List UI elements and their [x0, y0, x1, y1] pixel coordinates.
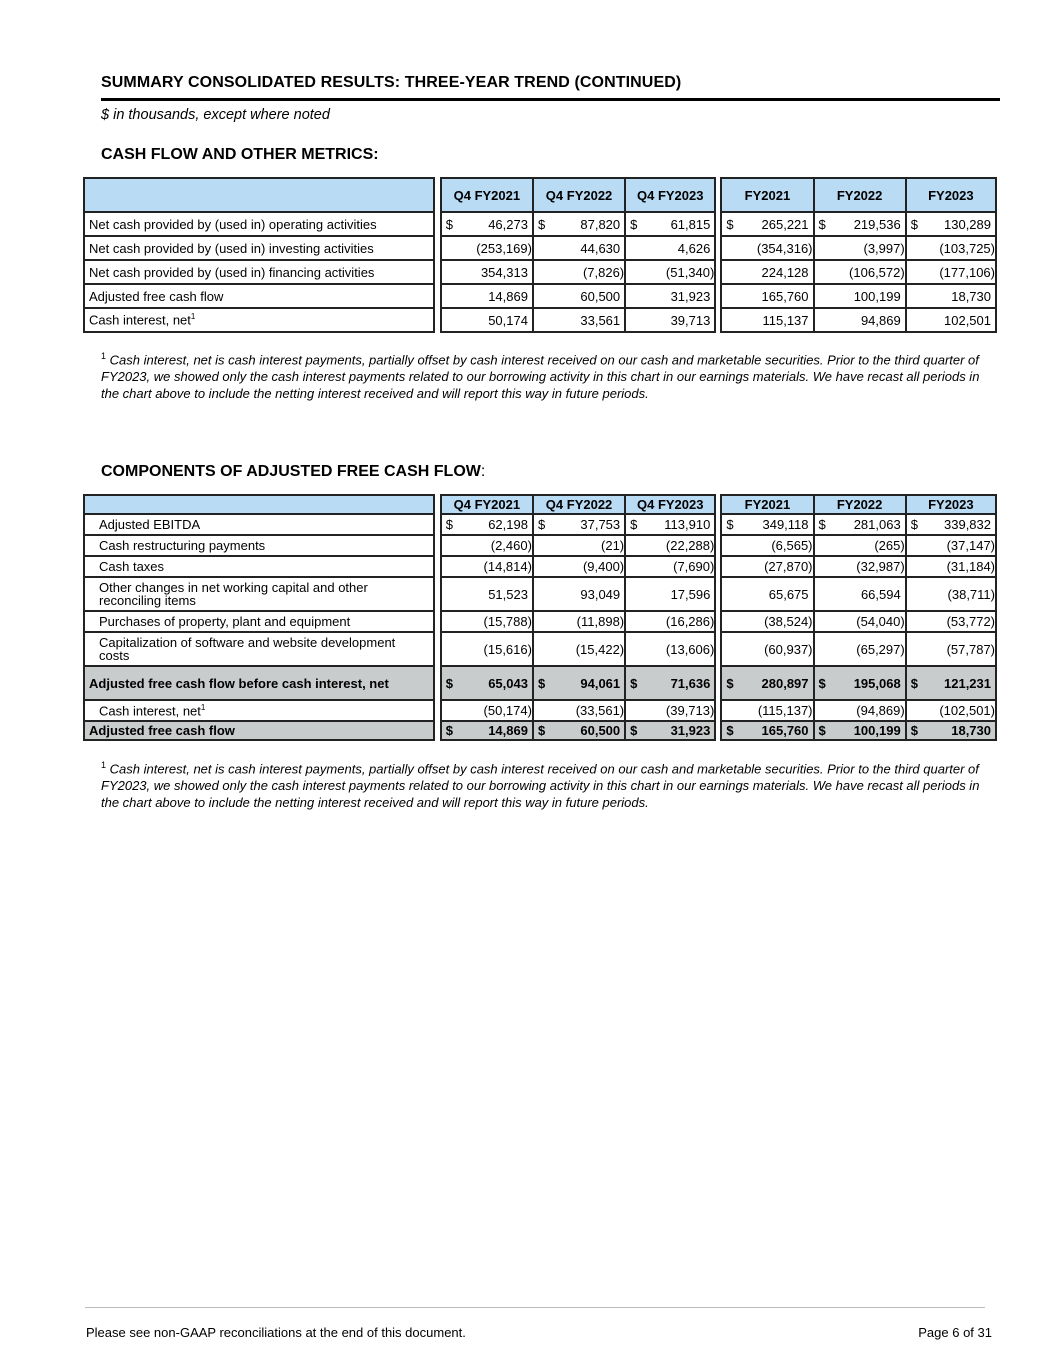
currency-symbol: $: [445, 675, 453, 691]
footnote-ref: 1: [200, 702, 206, 712]
cell-value: 61,815: [670, 216, 711, 232]
fcf-components-title-text: COMPONENTS OF ADJUSTED FREE CASH FLOW: [101, 463, 481, 480]
value-cell: [813, 515, 905, 536]
value-cell: [624, 667, 716, 701]
table-row: [83, 633, 997, 667]
value-cell: [905, 557, 997, 578]
currency-symbol: $: [910, 216, 918, 232]
value-cell: [813, 667, 905, 701]
value-cell: [624, 536, 716, 557]
value-cell: [440, 722, 532, 741]
value-cell: [440, 701, 532, 722]
value-cell: [905, 633, 997, 667]
footnote-marker: 1: [101, 351, 107, 361]
value-cell: [813, 701, 905, 722]
cell-value: 224,128: [761, 264, 809, 280]
value-cell: [905, 722, 997, 741]
table-row: [83, 261, 997, 285]
cell-value: 165,760: [761, 723, 809, 738]
cell-value: 93,049: [580, 586, 621, 602]
footnote-ref: 1: [190, 312, 196, 322]
cell-value: (15,616): [483, 641, 532, 657]
value-cell: [813, 722, 905, 741]
value-cell: [905, 285, 997, 309]
value-cell: [720, 237, 812, 261]
row-label: [83, 701, 435, 722]
cell-value: 31,923: [670, 723, 711, 738]
value-cell: [532, 612, 624, 633]
cash-flow-metrics-table: [83, 177, 997, 333]
cell-value: (65,297): [856, 641, 905, 657]
currency-symbol: $: [818, 675, 826, 691]
cell-value: (265): [874, 538, 905, 553]
cell-value: (54,040): [856, 614, 905, 629]
value-cell: [813, 309, 905, 333]
value-cell: [624, 722, 716, 741]
currency-symbol: $: [445, 517, 453, 532]
row-label-text: Net cash provided by (used in) investing activities: [89, 240, 374, 256]
row-label: [83, 557, 435, 578]
value-cell: [813, 633, 905, 667]
cell-value: (53,772): [946, 614, 995, 629]
cell-value: 17,596: [670, 586, 711, 602]
cell-value: (6,565): [771, 538, 813, 553]
cell-value: (103,725): [939, 240, 995, 256]
header-label-cell: [83, 177, 435, 213]
value-cell: [532, 557, 624, 578]
value-cell: [905, 578, 997, 612]
cell-value: 115,137: [762, 312, 809, 328]
row-label-text: Cash restructuring payments: [99, 538, 266, 553]
column-header: FY2021: [720, 494, 812, 515]
currency-symbol: $: [818, 723, 826, 738]
cell-value: (3,997): [863, 240, 905, 256]
cell-value: (15,422): [575, 641, 625, 657]
cell-value: (177,106): [939, 264, 995, 280]
value-cell: [440, 536, 532, 557]
value-cell: [905, 536, 997, 557]
currency-symbol: $: [910, 675, 918, 691]
column-header: FY2022: [813, 177, 905, 213]
cell-value: (38,524): [764, 614, 813, 629]
cash-flow-section-title: CASH FLOW AND OTHER METRICS:: [101, 146, 379, 163]
currency-symbol: $: [910, 517, 918, 532]
cell-value: (253,169): [476, 240, 532, 256]
currency-symbol: $: [726, 675, 734, 691]
value-cell: [532, 515, 624, 536]
page-title: SUMMARY CONSOLIDATED RESULTS: THREE-YEAR TREND (CONTINUED): [101, 74, 682, 91]
header-label-cell: [83, 494, 435, 515]
value-cell: [905, 612, 997, 633]
cell-value: (50,174): [483, 703, 532, 718]
cell-value: (102,501): [939, 703, 995, 718]
row-label: [83, 667, 435, 701]
column-header: Q4 FY2023: [624, 177, 716, 213]
currency-symbol: $: [818, 517, 826, 532]
value-cell: [624, 237, 716, 261]
footnote-marker: 1: [101, 760, 107, 770]
table-row: [83, 557, 997, 578]
table-row: [83, 722, 997, 741]
column-header: Q4 FY2023: [624, 494, 716, 515]
table-row: [83, 309, 997, 333]
value-cell: [532, 285, 624, 309]
cell-value: 14,869: [488, 288, 528, 304]
cell-value: 60,500: [580, 723, 621, 738]
value-cell: [440, 285, 532, 309]
cell-value: 265,221: [761, 216, 809, 232]
currency-symbol: $: [445, 723, 453, 738]
cell-value: 113,910: [664, 517, 711, 532]
row-label: [83, 722, 435, 741]
fcf-components-title-colon: :: [480, 463, 486, 480]
currency-symbol: $: [726, 517, 734, 532]
column-header: Q4 FY2022: [532, 177, 624, 213]
table-row: [83, 667, 997, 701]
cell-value: 349,118: [762, 517, 809, 532]
row-label: [83, 536, 435, 557]
value-cell: [532, 536, 624, 557]
table-row: [83, 515, 997, 536]
cell-value: 39,713: [670, 312, 711, 328]
cell-value: (2,460): [490, 538, 532, 553]
column-header: Q4 FY2021: [440, 177, 532, 213]
table-row: [83, 285, 997, 309]
cell-value: 18,730: [951, 723, 991, 738]
row-label-text: Adjusted EBITDA: [99, 517, 201, 532]
column-header: Q4 FY2022: [532, 494, 624, 515]
cell-value: (21): [601, 538, 625, 553]
cell-value: 51,523: [488, 586, 528, 602]
cell-value: 60,500: [580, 288, 621, 304]
table-row: [83, 701, 997, 722]
table-row: [83, 578, 997, 612]
value-cell: [813, 578, 905, 612]
value-cell: [440, 261, 532, 285]
row-label-text: Net cash provided by (used in) financing activities: [89, 264, 375, 280]
column-header: FY2023: [905, 494, 997, 515]
cell-value: 87,820: [580, 216, 621, 232]
currency-symbol: $: [537, 517, 546, 532]
row-label-text: Cash interest, net: [99, 703, 201, 719]
column-header: FY2023: [905, 177, 997, 213]
cell-value: (37,147): [946, 538, 995, 553]
row-label: [83, 237, 435, 261]
value-cell: [532, 261, 624, 285]
cell-value: (57,787): [946, 641, 995, 657]
cell-value: (11,898): [576, 614, 625, 629]
currency-symbol: $: [818, 216, 826, 232]
table-row: [83, 536, 997, 557]
value-cell: [440, 633, 532, 667]
row-label: [83, 261, 435, 285]
currency-symbol: $: [537, 723, 546, 738]
cell-value: 102,501: [944, 312, 991, 328]
value-cell: [624, 309, 716, 333]
value-cell: [624, 701, 716, 722]
cell-value: 100,199: [853, 288, 901, 304]
units-note: $ in thousands, except where noted: [101, 107, 330, 123]
value-cell: [813, 285, 905, 309]
cell-value: 339,832: [944, 517, 991, 532]
row-label: [83, 309, 435, 333]
cell-value: 65,675: [768, 586, 809, 602]
value-cell: [624, 578, 716, 612]
row-label-text: Other changes in net working capital and other reconciling items: [99, 580, 368, 608]
value-cell: [720, 557, 812, 578]
column-header: Q4 FY2021: [440, 494, 532, 515]
cell-value: (31,184): [946, 559, 995, 574]
value-cell: [720, 515, 812, 536]
cell-value: (39,713): [665, 703, 715, 718]
currency-symbol: $: [726, 723, 734, 738]
row-label: [83, 578, 435, 612]
currency-symbol: $: [445, 216, 453, 232]
cell-value: (60,937): [764, 641, 813, 657]
row-label-text: Adjusted free cash flow before cash interest, net: [89, 675, 389, 691]
value-cell: [905, 213, 997, 237]
row-label: [83, 285, 435, 309]
cell-value: 4,626: [677, 240, 711, 256]
row-label-text: Adjusted free cash flow: [89, 288, 224, 304]
cell-value: (33,561): [575, 703, 625, 718]
row-label: [83, 612, 435, 633]
row-label-text: Net cash provided by (used in) operating activities: [89, 216, 377, 232]
row-label: [83, 515, 435, 536]
value-cell: [905, 667, 997, 701]
fcf-footnote: [101, 757, 981, 811]
footnote-text: Cash interest, net is cash interest payments, partially offset by cash interest received on our cash and marketable securities. Prior to the third quarter of FY2023, we showed only the cash interest payments related to our borrowing activity in this chart in our earnings materials. We have recast all periods in the chart above to include the netting interest received and will report this way in future periods.: [101, 761, 980, 811]
cell-value: 94,869: [860, 312, 901, 328]
row-label-text: Purchases of property, plant and equipment: [99, 614, 351, 629]
table-row: [83, 213, 997, 237]
cell-value: 165,760: [761, 288, 809, 304]
value-cell: [624, 261, 716, 285]
currency-symbol: $: [537, 216, 546, 232]
value-cell: [905, 515, 997, 536]
currency-symbol: $: [910, 723, 918, 738]
value-cell: [624, 633, 716, 667]
value-cell: [720, 667, 812, 701]
value-cell: [532, 213, 624, 237]
cell-value: 280,897: [761, 675, 809, 691]
cell-value: (7,826): [582, 264, 625, 280]
value-cell: [720, 261, 812, 285]
cell-value: (38,711): [947, 586, 995, 602]
cell-value: 354,313: [480, 264, 528, 280]
cell-value: 130,289: [944, 216, 991, 232]
row-label: [83, 213, 435, 237]
cell-value: (14,814): [483, 559, 532, 574]
cell-value: (7,690): [673, 559, 715, 574]
value-cell: [532, 722, 624, 741]
cell-value: (22,288): [665, 538, 715, 553]
cell-value: 65,043: [488, 675, 528, 691]
column-header: FY2022: [813, 494, 905, 515]
value-cell: [624, 213, 716, 237]
footnote-text: Cash interest, net is cash interest payments, partially offset by cash interest received on our cash and marketable securities. Prior to the third quarter of FY2023, we showed only the cash interest payments related to our borrowing activity in this chart in our earnings materials. We have recast all periods in the chart above to include the netting interest received and will report this way in future periods.: [101, 352, 980, 402]
value-cell: [532, 701, 624, 722]
table-header-row: [83, 494, 997, 515]
cell-value: (15,788): [483, 614, 532, 629]
currency-symbol: $: [630, 216, 638, 232]
cell-value: (13,606): [665, 641, 715, 657]
title-rule: [101, 98, 1000, 101]
value-cell: [440, 309, 532, 333]
currency-symbol: $: [630, 675, 638, 691]
value-cell: [813, 536, 905, 557]
value-cell: [720, 578, 812, 612]
value-cell: [624, 612, 716, 633]
value-cell: [440, 612, 532, 633]
value-cell: [905, 237, 997, 261]
value-cell: [813, 261, 905, 285]
cell-value: (94,869): [856, 703, 905, 718]
value-cell: [532, 578, 624, 612]
cell-value: 100,199: [853, 723, 901, 738]
currency-symbol: $: [630, 723, 638, 738]
value-cell: [532, 309, 624, 333]
table-header-row: [83, 177, 997, 213]
value-cell: [440, 213, 532, 237]
cell-value: 121,231: [944, 675, 991, 691]
footer-note: Please see non-GAAP reconciliations at the end of this document.: [86, 1325, 466, 1340]
value-cell: [905, 309, 997, 333]
value-cell: [532, 667, 624, 701]
value-cell: [905, 701, 997, 722]
value-cell: [813, 612, 905, 633]
value-cell: [532, 237, 624, 261]
row-label: [83, 633, 435, 667]
value-cell: [532, 633, 624, 667]
currency-symbol: $: [537, 675, 546, 691]
cell-value: 219,536: [853, 216, 901, 232]
value-cell: [440, 557, 532, 578]
cell-value: 37,753: [580, 517, 621, 532]
cell-value: 71,636: [670, 675, 711, 691]
value-cell: [720, 536, 812, 557]
value-cell: [440, 667, 532, 701]
value-cell: [440, 515, 532, 536]
currency-symbol: $: [726, 216, 734, 232]
cell-value: 50,174: [488, 312, 528, 328]
currency-symbol: $: [630, 517, 638, 532]
footer-rule: [85, 1307, 985, 1308]
fcf-components-table: [83, 494, 997, 741]
row-label-text: Capitalization of software and website development costs: [99, 635, 396, 663]
page-number: Page 6 of 31: [918, 1325, 992, 1340]
cell-value: 46,273: [488, 216, 528, 232]
cash-flow-footnote: [101, 348, 981, 402]
value-cell: [440, 237, 532, 261]
value-cell: [440, 578, 532, 612]
value-cell: [624, 557, 716, 578]
cell-value: 195,068: [853, 675, 901, 691]
value-cell: [720, 701, 812, 722]
value-cell: [813, 557, 905, 578]
value-cell: [720, 309, 812, 333]
cell-value: 14,869: [488, 723, 528, 738]
row-label-text: Adjusted free cash flow: [89, 723, 235, 738]
cell-value: 18,730: [951, 288, 991, 304]
value-cell: [720, 213, 812, 237]
value-cell: [720, 633, 812, 667]
cell-value: 31,923: [670, 288, 711, 304]
cell-value: (354,316): [756, 240, 813, 256]
cell-value: (27,870): [764, 559, 813, 574]
cell-value: (32,987): [856, 559, 905, 574]
cell-value: 33,561: [580, 312, 621, 328]
cell-value: 62,198: [488, 517, 528, 532]
column-header: FY2021: [720, 177, 812, 213]
cell-value: 66,594: [860, 586, 901, 602]
cell-value: (16,286): [665, 614, 715, 629]
table-row: [83, 237, 997, 261]
value-cell: [813, 237, 905, 261]
value-cell: [813, 213, 905, 237]
value-cell: [720, 612, 812, 633]
cell-value: (51,340): [665, 264, 715, 280]
cell-value: 281,063: [853, 517, 901, 532]
value-cell: [720, 285, 812, 309]
value-cell: [624, 515, 716, 536]
cell-value: (106,572): [849, 264, 905, 280]
value-cell: [720, 722, 812, 741]
fcf-components-section-title: [101, 463, 485, 481]
value-cell: [905, 261, 997, 285]
value-cell: [624, 285, 716, 309]
cell-value: 94,061: [580, 675, 621, 691]
cell-value: 44,630: [580, 240, 621, 256]
row-label-text: Cash taxes: [99, 559, 165, 574]
row-label-text: Cash interest, net: [89, 312, 191, 328]
cell-value: (115,137): [757, 703, 813, 718]
cell-value: (9,400): [582, 559, 625, 574]
table-row: [83, 612, 997, 633]
